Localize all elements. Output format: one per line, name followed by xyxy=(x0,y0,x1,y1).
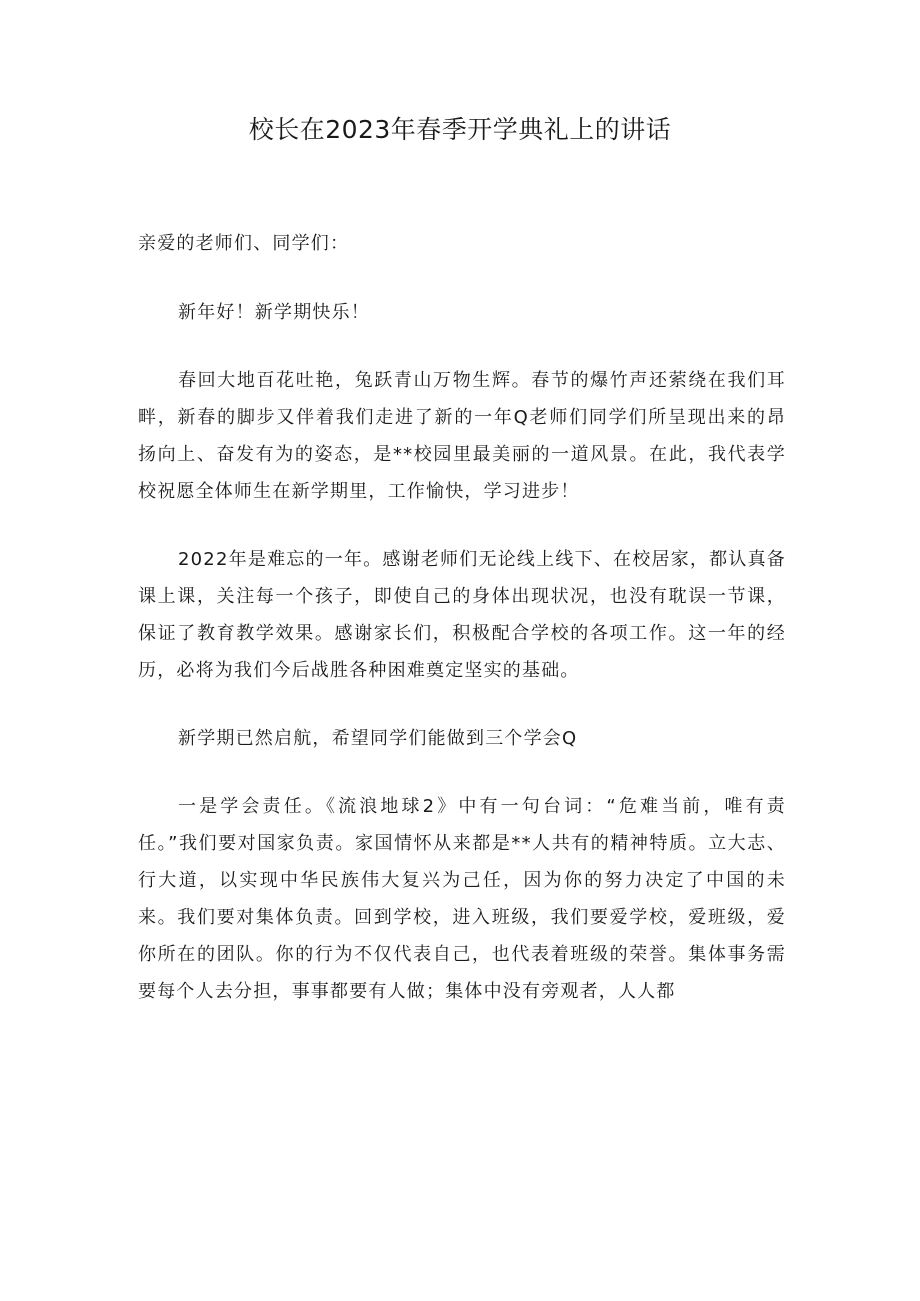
paragraph-responsibility: 一是学会责任。《流浪地球2》中有一句台词：“危难当前，唯有责任。”我们要对国家负责。家国情怀从来都是**人共有的精神特质。立大志、行大道，以实现中华民族伟大复兴为己任，因为你的努力决定了中国的未来。我们要对集体负责。回到学校，进入班级，我们要爱学校，爱班级，爱你所在的团队。你的行为不仅代表自己，也代表着班级的荣誉。集体事务需要每个人去分担，事事都要有人做；集体中没有旁观者，人人都 xyxy=(138,796,786,1002)
document-body xyxy=(138,225,786,1041)
paragraph-new-term: 新学期已然启航，希望同学们能做到三个学会Q xyxy=(178,728,578,749)
paragraph-2022: 2022年是难忘的一年。感谢老师们无论线上线下、在校居家，都认真备课上课，关注每一个孩子，即使自己的身体出现状况，也没有耽误一节课，保证了教育教学效果。感谢家长们，积极配合学校的各项工作。这一年的经历，必将为我们今后战胜各种困难奠定坚实的基础。 xyxy=(138,549,786,681)
document-title: 校长在2023年春季开学典礼上的讲话 xyxy=(248,115,672,144)
paragraph-greeting: 新年好！新学期快乐！ xyxy=(178,302,370,323)
salutation: 亲爱的老师们、同学们： xyxy=(138,233,350,254)
paragraph-spring: 春回大地百花吐艳，兔跃青山万物生辉。春节的爆竹声还萦绕在我们耳畔，新春的脚步又伴着我们走进了新的一年Q老师们同学们所呈现出来的昂扬向上、奋发有为的姿态，是**校园里最美丽的一道风景。在此，我代表学校祝愿全体师生在新学期里，工作愉快，学习进步！ xyxy=(138,370,786,502)
